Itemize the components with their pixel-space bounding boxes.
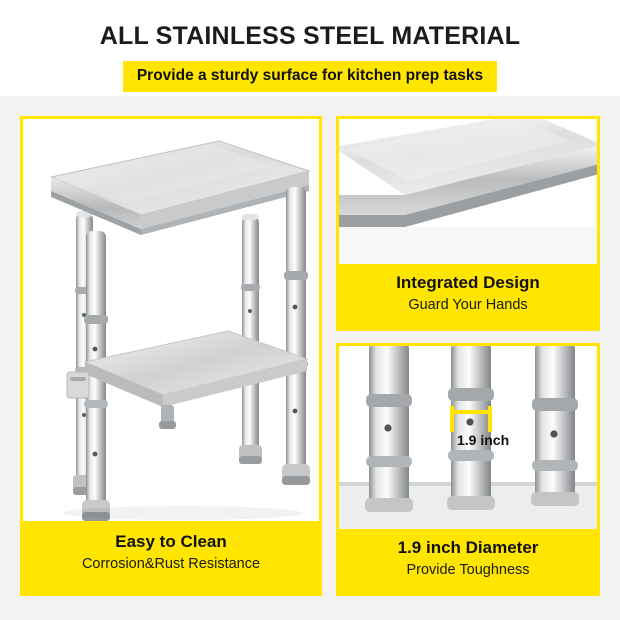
side-bracket — [67, 372, 89, 398]
panel-leg-diameter — [336, 343, 600, 596]
leg-closeup-right — [531, 346, 579, 506]
page-subtitle: Provide a sturdy surface for kitchen prep tasks — [123, 61, 497, 92]
panel-main-product — [20, 116, 322, 596]
product-photo-full-table — [23, 119, 319, 521]
page-title: ALL STAINLESS STEEL MATERIAL — [99, 22, 521, 50]
caption-leg-diameter — [339, 529, 597, 593]
product-photo-legs-closeup — [339, 346, 597, 529]
caption-subtitle: Corrosion&Rust Resistance — [81, 556, 261, 573]
leg-closeup-middle — [447, 346, 495, 510]
caption-main-product — [23, 521, 319, 593]
table-illustration — [23, 119, 319, 521]
caption-subtitle: Guard Your Hands — [408, 297, 528, 314]
caption-title: Easy to Clean — [115, 532, 227, 551]
leg-closeup-left — [365, 346, 413, 512]
caption-title: 1.9 inch Diameter — [397, 538, 539, 557]
caption-integrated-design — [339, 264, 597, 328]
caption-title: Integrated Design — [396, 273, 540, 292]
header — [0, 0, 620, 96]
panel-integrated-design — [336, 116, 600, 331]
product-photo-edge-closeup — [339, 119, 597, 264]
leg-front-right — [282, 187, 310, 485]
caption-subtitle: Provide Toughness — [406, 562, 530, 579]
diameter-measure-label: 1.9 inch — [457, 432, 510, 448]
edge-illustration — [339, 119, 597, 264]
